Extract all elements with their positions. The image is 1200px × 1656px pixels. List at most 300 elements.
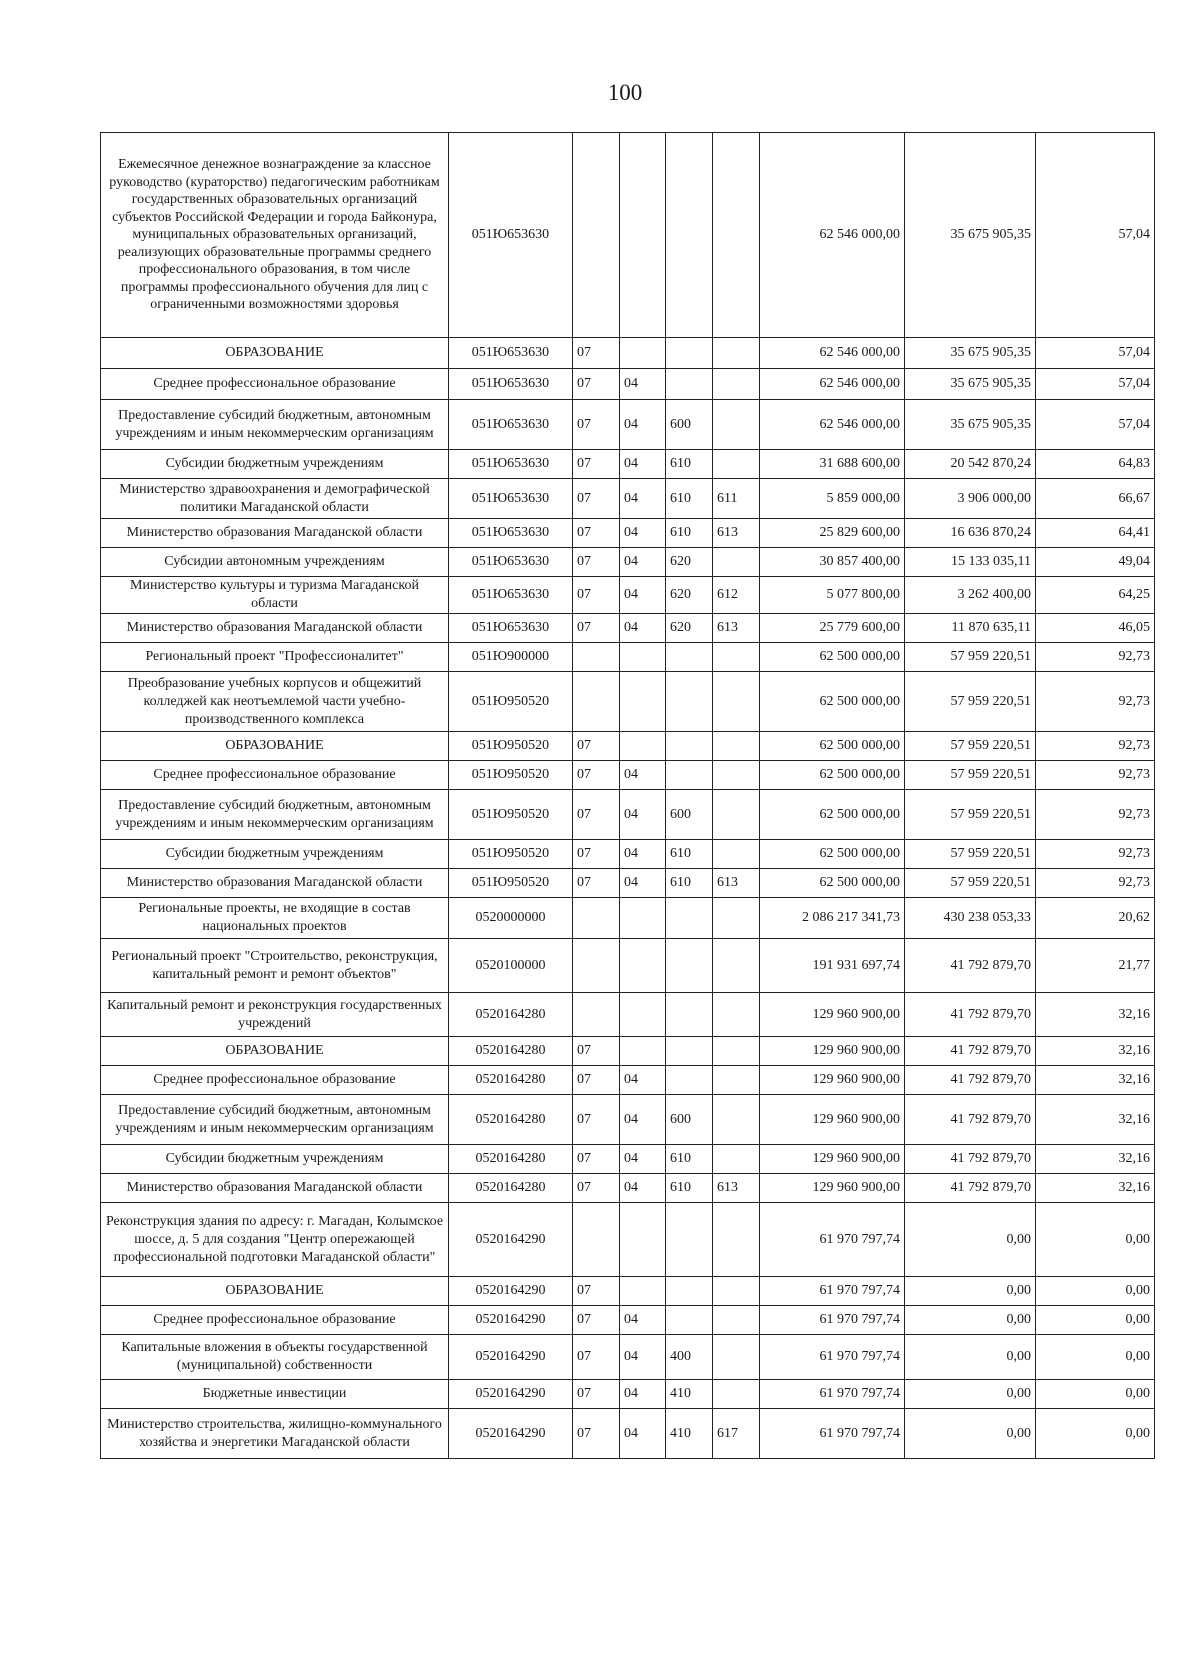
row-admin-code	[713, 761, 760, 790]
row-admin-code	[713, 1306, 760, 1335]
row-expense-type	[666, 1277, 713, 1306]
row-admin-code: 613	[713, 614, 760, 643]
row-actual-amount: 57 959 220,51	[905, 761, 1036, 790]
row-code: 051Ю653630	[449, 577, 573, 614]
row-actual-amount: 57 959 220,51	[905, 643, 1036, 672]
row-actual-amount: 41 792 879,70	[905, 939, 1036, 993]
row-expense-type: 610	[666, 519, 713, 548]
row-code: 051Ю950520	[449, 790, 573, 840]
row-section	[573, 939, 620, 993]
row-code: 051Ю653630	[449, 519, 573, 548]
row-section: 07	[573, 1409, 620, 1459]
row-percent: 21,77	[1036, 939, 1155, 993]
row-expense-type: 610	[666, 1174, 713, 1203]
row-name: Министерство здравоохранения и демографической политики Магаданской области	[101, 479, 449, 519]
row-section: 07	[573, 1037, 620, 1066]
row-plan-amount: 129 960 900,00	[760, 993, 905, 1037]
row-admin-code	[713, 898, 760, 939]
row-admin-code	[713, 1095, 760, 1145]
row-subsection: 04	[620, 369, 666, 400]
row-actual-amount: 0,00	[905, 1380, 1036, 1409]
row-code: 051Ю653630	[449, 450, 573, 479]
row-expense-type: 610	[666, 840, 713, 869]
row-expense-type: 600	[666, 1095, 713, 1145]
row-plan-amount: 62 500 000,00	[760, 643, 905, 672]
row-expense-type	[666, 338, 713, 369]
row-section: 07	[573, 790, 620, 840]
row-subsection: 04	[620, 1095, 666, 1145]
row-section: 07	[573, 1145, 620, 1174]
row-percent: 92,73	[1036, 869, 1155, 898]
row-name: Министерство строительства, жилищно-коммунального хозяйства и энергетики Магаданской области	[101, 1409, 449, 1459]
row-plan-amount: 5 077 800,00	[760, 577, 905, 614]
row-expense-type	[666, 898, 713, 939]
row-expense-type	[666, 732, 713, 761]
table-row	[101, 479, 1155, 519]
row-admin-code	[713, 1203, 760, 1277]
row-percent: 0,00	[1036, 1409, 1155, 1459]
row-actual-amount: 3 906 000,00	[905, 479, 1036, 519]
row-section	[573, 133, 620, 338]
row-expense-type: 610	[666, 479, 713, 519]
row-expense-type: 600	[666, 400, 713, 450]
row-expense-type: 620	[666, 577, 713, 614]
row-name: Преобразование учебных корпусов и общежитий колледжей как неотъемлемой части учебно-производственного комплекса	[101, 672, 449, 732]
row-name: ОБРАЗОВАНИЕ	[101, 1037, 449, 1066]
row-subsection: 04	[620, 577, 666, 614]
row-expense-type	[666, 672, 713, 732]
row-code: 051Ю900000	[449, 643, 573, 672]
row-code: 0520164290	[449, 1277, 573, 1306]
row-actual-amount: 35 675 905,35	[905, 400, 1036, 450]
row-expense-type	[666, 761, 713, 790]
row-name: Предоставление субсидий бюджетным, автономным учреждениям и иным некоммерческим организациям	[101, 1095, 449, 1145]
row-plan-amount: 25 829 600,00	[760, 519, 905, 548]
row-plan-amount: 191 931 697,74	[760, 939, 905, 993]
row-subsection	[620, 338, 666, 369]
table-row	[101, 993, 1155, 1037]
row-code: 051Ю950520	[449, 840, 573, 869]
row-name: Капитальный ремонт и реконструкция государственных учреждений	[101, 993, 449, 1037]
row-plan-amount: 61 970 797,74	[760, 1335, 905, 1380]
row-plan-amount: 129 960 900,00	[760, 1037, 905, 1066]
table-row	[101, 1335, 1155, 1380]
row-plan-amount: 129 960 900,00	[760, 1095, 905, 1145]
row-percent: 32,16	[1036, 1037, 1155, 1066]
row-subsection: 04	[620, 1306, 666, 1335]
row-plan-amount: 61 970 797,74	[760, 1306, 905, 1335]
row-plan-amount: 62 500 000,00	[760, 732, 905, 761]
row-admin-code	[713, 1277, 760, 1306]
row-section: 07	[573, 1380, 620, 1409]
row-name: Реконструкция здания по адресу: г. Магадан, Колымское шоссе, д. 5 для создания "Центр опережающей профессиональной подготовки Магаданской области"	[101, 1203, 449, 1277]
table-row	[101, 1095, 1155, 1145]
row-percent: 32,16	[1036, 1066, 1155, 1095]
row-admin-code	[713, 369, 760, 400]
row-admin-code	[713, 1380, 760, 1409]
row-code: 051Ю653630	[449, 479, 573, 519]
row-section: 07	[573, 338, 620, 369]
row-subsection: 04	[620, 790, 666, 840]
row-expense-type	[666, 1306, 713, 1335]
row-subsection	[620, 939, 666, 993]
row-name: Субсидии автономным учреждениям	[101, 548, 449, 577]
row-percent: 20,62	[1036, 898, 1155, 939]
row-section: 07	[573, 450, 620, 479]
row-percent: 0,00	[1036, 1380, 1155, 1409]
row-admin-code	[713, 993, 760, 1037]
table-row	[101, 1277, 1155, 1306]
row-actual-amount: 430 238 053,33	[905, 898, 1036, 939]
row-admin-code: 613	[713, 869, 760, 898]
row-code: 0520164280	[449, 1095, 573, 1145]
row-actual-amount: 35 675 905,35	[905, 133, 1036, 338]
row-percent: 0,00	[1036, 1306, 1155, 1335]
row-code: 0520164280	[449, 1066, 573, 1095]
row-expense-type	[666, 993, 713, 1037]
table-row	[101, 1306, 1155, 1335]
row-actual-amount: 20 542 870,24	[905, 450, 1036, 479]
row-subsection: 04	[620, 614, 666, 643]
row-name: ОБРАЗОВАНИЕ	[101, 338, 449, 369]
row-code: 051Ю653630	[449, 614, 573, 643]
row-name: Предоставление субсидий бюджетным, автономным учреждениям и иным некоммерческим организациям	[101, 790, 449, 840]
row-subsection: 04	[620, 1174, 666, 1203]
row-plan-amount: 61 970 797,74	[760, 1203, 905, 1277]
table-row	[101, 1380, 1155, 1409]
row-subsection	[620, 133, 666, 338]
row-section: 07	[573, 840, 620, 869]
row-actual-amount: 35 675 905,35	[905, 369, 1036, 400]
row-section	[573, 1203, 620, 1277]
row-plan-amount: 62 500 000,00	[760, 761, 905, 790]
table-row	[101, 400, 1155, 450]
row-section: 07	[573, 548, 620, 577]
row-name: Региональный проект "Профессионалитет"	[101, 643, 449, 672]
table-row	[101, 1174, 1155, 1203]
table-row	[101, 450, 1155, 479]
row-admin-code	[713, 790, 760, 840]
row-actual-amount: 35 675 905,35	[905, 338, 1036, 369]
row-subsection: 04	[620, 548, 666, 577]
row-percent: 92,73	[1036, 761, 1155, 790]
row-percent: 32,16	[1036, 1174, 1155, 1203]
row-code: 0520164290	[449, 1335, 573, 1380]
row-admin-code: 613	[713, 1174, 760, 1203]
row-admin-code	[713, 400, 760, 450]
table-row	[101, 1203, 1155, 1277]
row-expense-type	[666, 1066, 713, 1095]
row-name: Региональный проект "Строительство, реконструкция, капитальный ремонт и ремонт объектов"	[101, 939, 449, 993]
row-admin-code	[713, 1066, 760, 1095]
row-plan-amount: 62 500 000,00	[760, 840, 905, 869]
row-actual-amount: 57 959 220,51	[905, 672, 1036, 732]
row-code: 051Ю653630	[449, 369, 573, 400]
row-percent: 32,16	[1036, 1095, 1155, 1145]
row-subsection: 04	[620, 1066, 666, 1095]
row-actual-amount: 3 262 400,00	[905, 577, 1036, 614]
row-plan-amount: 62 546 000,00	[760, 338, 905, 369]
table-row	[101, 790, 1155, 840]
table-row	[101, 1409, 1155, 1459]
row-actual-amount: 57 959 220,51	[905, 732, 1036, 761]
row-percent: 32,16	[1036, 1145, 1155, 1174]
row-code: 0520100000	[449, 939, 573, 993]
row-actual-amount: 57 959 220,51	[905, 869, 1036, 898]
row-plan-amount: 25 779 600,00	[760, 614, 905, 643]
row-section: 07	[573, 519, 620, 548]
row-percent: 46,05	[1036, 614, 1155, 643]
table-row	[101, 1145, 1155, 1174]
row-code: 051Ю950520	[449, 732, 573, 761]
row-section: 07	[573, 577, 620, 614]
row-subsection	[620, 1037, 666, 1066]
table-row	[101, 1037, 1155, 1066]
row-percent: 64,25	[1036, 577, 1155, 614]
row-subsection	[620, 1277, 666, 1306]
row-subsection: 04	[620, 869, 666, 898]
row-subsection	[620, 643, 666, 672]
row-name: Ежемесячное денежное вознаграждение за классное руководство (кураторство) педагогическим работникам государственных образовательных организаций субъектов Российской Федерации и города Байконура, муниципальных образовательных организаций, реализующих образовательные программы среднего профессионального образования, в том числе программы профессионального обучения для лиц с ограниченными возможностями здоровья	[101, 133, 449, 338]
row-admin-code	[713, 548, 760, 577]
row-actual-amount: 57 959 220,51	[905, 840, 1036, 869]
row-expense-type: 610	[666, 869, 713, 898]
row-expense-type	[666, 1037, 713, 1066]
table-row	[101, 614, 1155, 643]
row-admin-code	[713, 732, 760, 761]
row-code: 051Ю653630	[449, 338, 573, 369]
row-section: 07	[573, 1277, 620, 1306]
row-subsection: 04	[620, 840, 666, 869]
row-admin-code	[713, 133, 760, 338]
row-subsection	[620, 732, 666, 761]
row-name: Региональные проекты, не входящие в состав национальных проектов	[101, 898, 449, 939]
row-name: Среднее профессиональное образование	[101, 1066, 449, 1095]
row-subsection: 04	[620, 519, 666, 548]
row-expense-type: 400	[666, 1335, 713, 1380]
budget-table	[100, 132, 1155, 1459]
row-percent: 0,00	[1036, 1203, 1155, 1277]
row-plan-amount: 61 970 797,74	[760, 1409, 905, 1459]
table-row	[101, 577, 1155, 614]
row-subsection	[620, 993, 666, 1037]
row-actual-amount: 57 959 220,51	[905, 790, 1036, 840]
row-section: 07	[573, 869, 620, 898]
row-subsection: 04	[620, 1145, 666, 1174]
row-plan-amount: 129 960 900,00	[760, 1066, 905, 1095]
table-row	[101, 133, 1155, 338]
row-plan-amount: 61 970 797,74	[760, 1380, 905, 1409]
row-admin-code: 617	[713, 1409, 760, 1459]
row-actual-amount: 41 792 879,70	[905, 1145, 1036, 1174]
row-name: ОБРАЗОВАНИЕ	[101, 1277, 449, 1306]
row-percent: 92,73	[1036, 840, 1155, 869]
row-actual-amount: 0,00	[905, 1203, 1036, 1277]
row-actual-amount: 41 792 879,70	[905, 1037, 1036, 1066]
row-expense-type: 410	[666, 1380, 713, 1409]
row-name: Субсидии бюджетным учреждениям	[101, 1145, 449, 1174]
row-expense-type	[666, 939, 713, 993]
row-subsection: 04	[620, 1380, 666, 1409]
row-admin-code: 611	[713, 479, 760, 519]
row-admin-code: 612	[713, 577, 760, 614]
row-percent: 57,04	[1036, 338, 1155, 369]
row-actual-amount: 41 792 879,70	[905, 993, 1036, 1037]
row-subsection: 04	[620, 400, 666, 450]
row-admin-code	[713, 450, 760, 479]
row-plan-amount: 62 500 000,00	[760, 869, 905, 898]
row-section	[573, 643, 620, 672]
row-code: 051Ю950520	[449, 672, 573, 732]
row-name: Министерство образования Магаданской области	[101, 1174, 449, 1203]
row-code: 0520164290	[449, 1409, 573, 1459]
row-plan-amount: 30 857 400,00	[760, 548, 905, 577]
row-code: 0520164280	[449, 1145, 573, 1174]
row-actual-amount: 41 792 879,70	[905, 1095, 1036, 1145]
row-percent: 92,73	[1036, 732, 1155, 761]
row-code: 0520164280	[449, 1174, 573, 1203]
table-row	[101, 732, 1155, 761]
table-row	[101, 898, 1155, 939]
row-admin-code	[713, 1335, 760, 1380]
row-percent: 64,41	[1036, 519, 1155, 548]
row-name: Среднее профессиональное образование	[101, 369, 449, 400]
row-actual-amount: 41 792 879,70	[905, 1174, 1036, 1203]
row-name: Министерство культуры и туризма Магаданской области	[101, 577, 449, 614]
row-subsection	[620, 672, 666, 732]
row-name: Министерство образования Магаданской области	[101, 869, 449, 898]
row-plan-amount: 62 546 000,00	[760, 400, 905, 450]
row-name: Субсидии бюджетным учреждениям	[101, 840, 449, 869]
page-number: 100	[607, 80, 643, 105]
table-row	[101, 840, 1155, 869]
row-plan-amount: 62 500 000,00	[760, 790, 905, 840]
row-code: 051Ю653630	[449, 133, 573, 338]
row-name: Среднее профессиональное образование	[101, 1306, 449, 1335]
row-code: 051Ю950520	[449, 761, 573, 790]
row-plan-amount: 129 960 900,00	[760, 1145, 905, 1174]
row-actual-amount: 0,00	[905, 1306, 1036, 1335]
row-code: 051Ю653630	[449, 400, 573, 450]
row-percent: 92,73	[1036, 672, 1155, 732]
row-subsection: 04	[620, 761, 666, 790]
row-admin-code	[713, 643, 760, 672]
row-plan-amount: 62 500 000,00	[760, 672, 905, 732]
row-expense-type	[666, 369, 713, 400]
row-code: 0520164290	[449, 1203, 573, 1277]
row-subsection	[620, 1203, 666, 1277]
row-name: Капитальные вложения в объекты государственной (муниципальной) собственности	[101, 1335, 449, 1380]
table-row	[101, 1066, 1155, 1095]
row-percent: 57,04	[1036, 400, 1155, 450]
row-section: 07	[573, 732, 620, 761]
row-name: Предоставление субсидий бюджетным, автономным учреждениям и иным некоммерческим организациям	[101, 400, 449, 450]
row-name: Министерство образования Магаданской области	[101, 519, 449, 548]
row-section	[573, 672, 620, 732]
row-percent: 49,04	[1036, 548, 1155, 577]
row-actual-amount: 15 133 035,11	[905, 548, 1036, 577]
row-subsection: 04	[620, 1335, 666, 1380]
row-section: 07	[573, 614, 620, 643]
row-section: 07	[573, 479, 620, 519]
table-row	[101, 519, 1155, 548]
row-section	[573, 898, 620, 939]
row-section	[573, 993, 620, 1037]
row-admin-code	[713, 840, 760, 869]
row-plan-amount: 62 546 000,00	[760, 133, 905, 338]
row-plan-amount: 5 859 000,00	[760, 479, 905, 519]
row-section: 07	[573, 1174, 620, 1203]
row-expense-type: 600	[666, 790, 713, 840]
row-code: 0520164290	[449, 1380, 573, 1409]
row-admin-code	[713, 672, 760, 732]
row-percent: 57,04	[1036, 133, 1155, 338]
row-actual-amount: 41 792 879,70	[905, 1066, 1036, 1095]
row-actual-amount: 16 636 870,24	[905, 519, 1036, 548]
row-percent: 66,67	[1036, 479, 1155, 519]
row-section: 07	[573, 1306, 620, 1335]
row-expense-type: 620	[666, 614, 713, 643]
row-percent: 0,00	[1036, 1335, 1155, 1380]
row-expense-type: 410	[666, 1409, 713, 1459]
row-name: Бюджетные инвестиции	[101, 1380, 449, 1409]
row-section: 07	[573, 761, 620, 790]
row-percent: 92,73	[1036, 790, 1155, 840]
row-admin-code	[713, 1145, 760, 1174]
row-code: 0520164280	[449, 1037, 573, 1066]
row-percent: 32,16	[1036, 993, 1155, 1037]
table-row	[101, 939, 1155, 993]
row-section: 07	[573, 1066, 620, 1095]
row-subsection: 04	[620, 450, 666, 479]
row-percent: 57,04	[1036, 369, 1155, 400]
row-section: 07	[573, 369, 620, 400]
row-section: 07	[573, 400, 620, 450]
row-expense-type	[666, 133, 713, 338]
table-row	[101, 643, 1155, 672]
row-plan-amount: 31 688 600,00	[760, 450, 905, 479]
row-name: Среднее профессиональное образование	[101, 761, 449, 790]
row-percent: 0,00	[1036, 1277, 1155, 1306]
row-expense-type: 610	[666, 1145, 713, 1174]
row-subsection: 04	[620, 1409, 666, 1459]
row-actual-amount: 0,00	[905, 1277, 1036, 1306]
row-section: 07	[573, 1095, 620, 1145]
row-percent: 92,73	[1036, 643, 1155, 672]
row-code: 051Ю950520	[449, 869, 573, 898]
row-code: 051Ю653630	[449, 548, 573, 577]
row-admin-code	[713, 338, 760, 369]
table-row	[101, 761, 1155, 790]
row-percent: 64,83	[1036, 450, 1155, 479]
table-row	[101, 869, 1155, 898]
row-name: Субсидии бюджетным учреждениям	[101, 450, 449, 479]
row-subsection: 04	[620, 479, 666, 519]
table-row	[101, 369, 1155, 400]
row-admin-code	[713, 939, 760, 993]
row-actual-amount: 0,00	[905, 1409, 1036, 1459]
row-actual-amount: 0,00	[905, 1335, 1036, 1380]
row-expense-type	[666, 643, 713, 672]
table-row	[101, 338, 1155, 369]
row-plan-amount: 62 546 000,00	[760, 369, 905, 400]
table-row	[101, 672, 1155, 732]
row-code: 0520164280	[449, 993, 573, 1037]
row-expense-type: 620	[666, 548, 713, 577]
row-actual-amount: 11 870 635,11	[905, 614, 1036, 643]
row-name: ОБРАЗОВАНИЕ	[101, 732, 449, 761]
row-expense-type: 610	[666, 450, 713, 479]
